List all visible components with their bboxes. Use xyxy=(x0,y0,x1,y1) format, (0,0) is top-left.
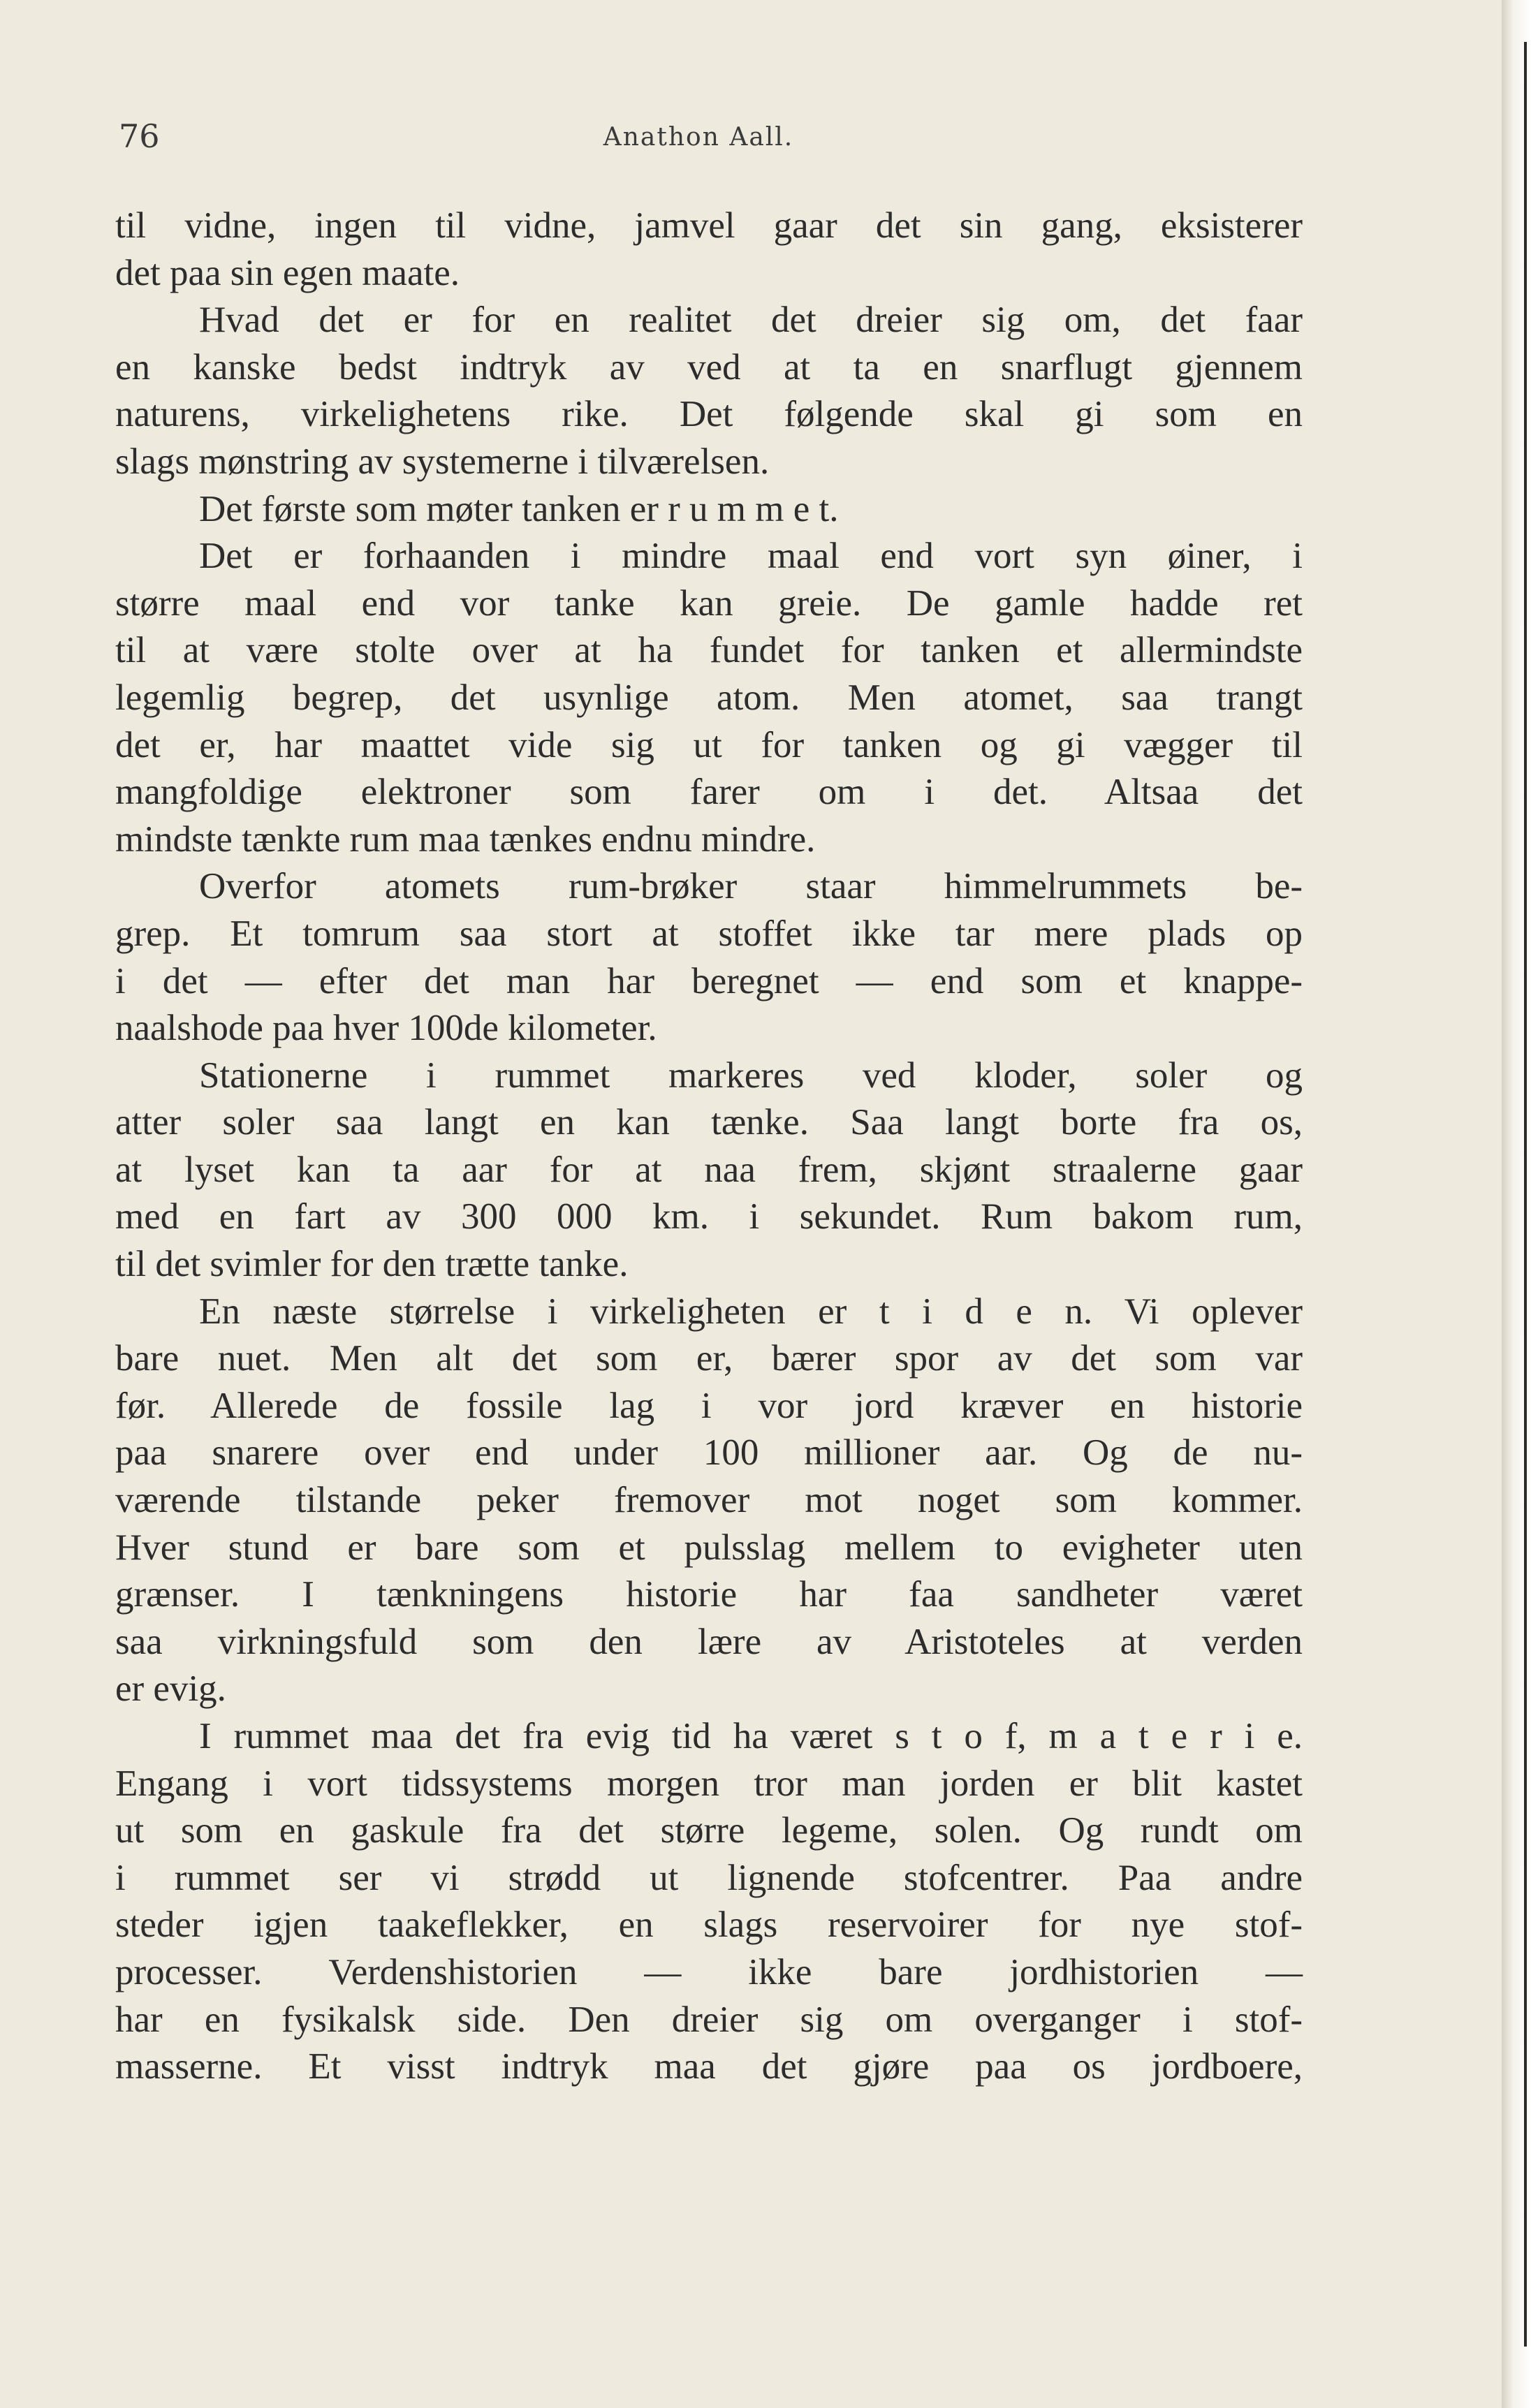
text-line: en kanske bedst indtryk av ved at ta en snarflugt gjennem xyxy=(115,346,1303,388)
text-line: det er, har maattet vide sig ut for tanken og gi vægger til xyxy=(115,724,1303,765)
binding-edge-line xyxy=(1524,42,1527,2347)
text-line: at lyset kan ta aar for at naa frem, skjønt straalerne gaar xyxy=(115,1149,1303,1190)
text-line: grænser. I tænkningens historie har faa sandheter været xyxy=(115,1574,1303,1615)
text-line: bare nuet. Men alt det som er, bærer spor av det som var xyxy=(115,1338,1303,1379)
text-line: I rummet maa det fra evig tid ha været s t o f, m a t e r i e. xyxy=(199,1716,1303,1756)
running-head: Anathon Aall. xyxy=(603,123,794,152)
text-line: slags mønstring av systemerne i tilværelsen. xyxy=(115,441,770,482)
text-line: legemlig begrep, det usynlige atom. Men atomet, saa trangt xyxy=(115,677,1303,718)
text-line: Hver stund er bare som et pulsslag mellem to evigheter uten xyxy=(115,1527,1303,1568)
text-line: til det svimler for den trætte tanke. xyxy=(115,1244,629,1285)
text-line: processer. Verdenshistorien — ikke bare jordhistorien — xyxy=(115,1951,1303,1992)
text-line: med en fart av 300 000 km. i sekundet. Rum bakom rum, xyxy=(115,1196,1303,1238)
text-line: før. Allerede de fossile lag i vor jord kræver en historie xyxy=(115,1385,1303,1426)
text-line: masserne. Et visst indtryk maa det gjøre paa os jordboere, xyxy=(115,2046,1303,2087)
text-line: i det — efter det man har beregnet — end som et knappe- xyxy=(115,960,1303,1001)
text-line: til at være stolte over at ha fundet for tanken et allermindste xyxy=(115,630,1303,671)
text-line: Hvad det er for en realitet det dreier sig om, det faar xyxy=(199,300,1303,341)
text-line: En næste størrelse i virkeligheten er t i d e n. Vi oplever xyxy=(199,1291,1303,1332)
text-line: ut som en gaskule fra det større legeme, solen. Og rundt om xyxy=(115,1810,1303,1851)
text-line: Engang i vort tidssystems morgen tror man jorden er blit kastet xyxy=(115,1763,1303,1804)
text-line: mindste tænkte rum maa tænkes endnu mindre. xyxy=(115,818,816,860)
text-line: grep. Et tomrum saa stort at stoffet ikke tar mere plads op xyxy=(115,913,1303,954)
text-line: værende tilstande peker fremover mot noget som kommer. xyxy=(115,1480,1303,1521)
page-header xyxy=(119,117,1278,159)
text-line: større maal end vor tanke kan greie. De gamle hadde ret xyxy=(115,582,1303,624)
text-line: er evig. xyxy=(115,1668,226,1710)
text-line: Det er forhaanden i mindre maal end vort syn øiner, i xyxy=(199,536,1303,577)
text-line: i rummet ser vi strødd ut lignende stofcentrer. Paa andre xyxy=(115,1857,1303,1898)
text-line: Overfor atomets rum-brøker staar himmelrummets be- xyxy=(199,866,1303,907)
text-line: mangfoldige elektroner som farer om i det. Altsaa det xyxy=(115,772,1303,813)
text-line: naturens, virkelighetens rike. Det følgende skal gi som en xyxy=(115,394,1303,435)
text-line: har en fysikalsk side. Den dreier sig om overganger i stof- xyxy=(115,1999,1303,2040)
page-number: 76 xyxy=(119,117,160,155)
text-line: atter soler saa langt en kan tænke. Saa langt borte fra os, xyxy=(115,1102,1303,1143)
text-line: paa snarere over end under 100 millioner aar. Og de nu- xyxy=(115,1432,1303,1474)
text-line: til vidne, ingen til vidne, jamvel gaar det sin gang, eksisterer xyxy=(115,205,1303,246)
body-text xyxy=(115,203,1303,2091)
text-line: Stationerne i rummet markeres ved kloder, soler og xyxy=(199,1055,1303,1096)
text-line: steder igjen taakeflekker, en slags reservoirer for nye stof- xyxy=(115,1904,1303,1946)
text-line: det paa sin egen maate. xyxy=(115,252,460,293)
text-line: Det første som møter tanken er r u m m e t. xyxy=(199,488,839,529)
text-line: naalshode paa hver 100de kilometer. xyxy=(115,1008,657,1049)
text-line: saa virkningsfuld som den lære av Aristoteles at verden xyxy=(115,1621,1303,1662)
